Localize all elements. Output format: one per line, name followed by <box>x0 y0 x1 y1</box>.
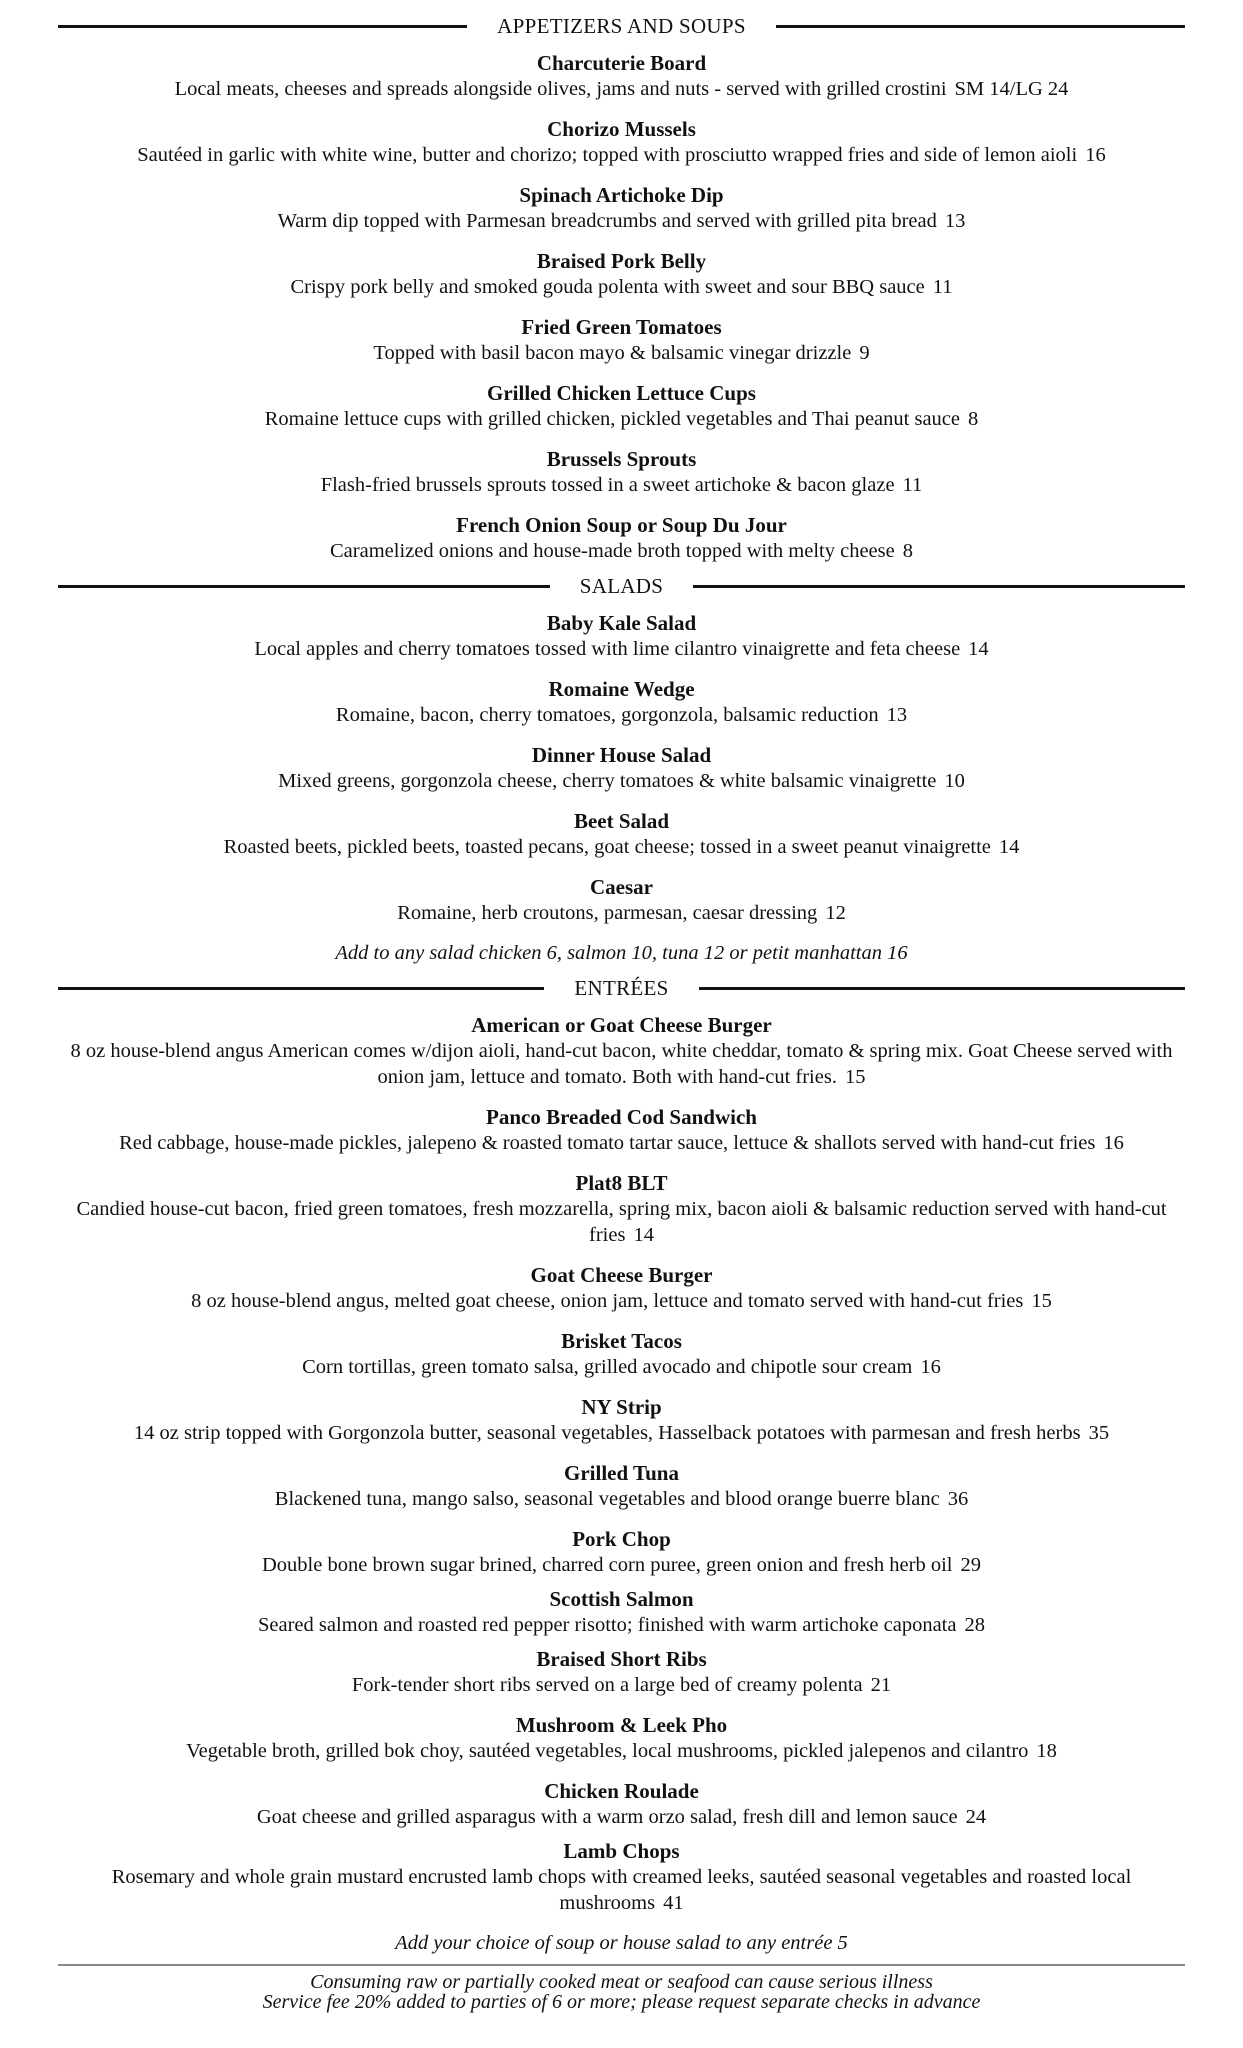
menu-footer <box>58 1964 1185 2012</box>
item-price: 11 <box>902 474 923 496</box>
item-name: Lamb Chops <box>563 1839 680 1863</box>
menu-item <box>58 116 1185 168</box>
menu-item <box>58 182 1185 234</box>
item-price: 10 <box>944 770 965 792</box>
menu-item <box>58 808 1185 860</box>
item-name: Scottish Salmon <box>549 1587 694 1611</box>
item-price: 15 <box>1031 1290 1052 1312</box>
item-description <box>58 900 1185 926</box>
menu-item <box>58 380 1185 432</box>
divider-rule <box>699 987 1185 990</box>
item-price: 12 <box>825 902 846 924</box>
menu-item <box>58 1838 1185 1916</box>
item-desc-text: Candied house-cut bacon, fried green tomatoes, fresh mozzarella, spring mix, bacon aioli & balsamic reduction served with hand-cut fries <box>76 1198 1167 1246</box>
item-desc-text: Roasted beets, pickled beets, toasted pecans, goat cheese; tossed in a sweet peanut vinaigrette <box>223 836 991 858</box>
item-desc-text: Seared salmon and roasted red pepper risotto; finished with warm artichoke caponata <box>258 1614 957 1636</box>
divider-rule <box>776 25 1185 28</box>
menu-item <box>58 1394 1185 1446</box>
menu-item <box>58 1460 1185 1512</box>
item-name: Braised Pork Belly <box>536 249 707 273</box>
item-description <box>58 406 1185 432</box>
item-price: SM 14/LG 24 <box>954 78 1069 100</box>
item-price: 11 <box>932 276 953 298</box>
item-description <box>58 538 1185 564</box>
item-price: 24 <box>965 1806 987 1828</box>
item-price: 9 <box>859 342 870 364</box>
item-desc-text: Local apples and cherry tomatoes tossed with lime cilantro vinaigrette and feta cheese <box>254 638 961 660</box>
item-desc-text: Mixed greens, gorgonzola cheese, cherry tomatoes & white balsamic vinaigrette <box>278 770 937 792</box>
item-description <box>58 274 1185 300</box>
item-price: 16 <box>920 1356 941 1378</box>
item-description <box>58 1130 1185 1156</box>
item-desc-text: Romaine, bacon, cherry tomatoes, gorgonzola, balsamic reduction <box>335 704 879 726</box>
item-name: Braised Short Ribs <box>536 1647 707 1671</box>
item-name: Dinner House Salad <box>531 743 712 767</box>
item-desc-text: Flash-fried brussels sprouts tossed in a sweet artichoke & bacon glaze <box>320 474 895 496</box>
section-header-salads <box>58 572 1185 600</box>
item-description <box>58 340 1185 366</box>
menu-item <box>58 676 1185 728</box>
entree-addon-note: Add your choice of soup or house salad to any entrée 5 <box>395 1932 848 1954</box>
menu-item <box>58 742 1185 794</box>
item-description <box>58 76 1185 102</box>
footer-warning: Consuming raw or partially cooked meat or seafood can cause serious illness <box>310 1971 933 1993</box>
item-name: Brussels Sprouts <box>546 447 697 471</box>
item-description <box>58 834 1185 860</box>
item-desc-text: Red cabbage, house-made pickles, jalepeno & roasted tomato tartar sauce, lettuce & shallots served with hand-cut fries <box>119 1132 1096 1154</box>
item-name: Grilled Tuna <box>564 1461 679 1485</box>
section-header-entrees <box>58 974 1185 1002</box>
item-price: 14 <box>968 638 989 660</box>
item-description <box>58 1196 1185 1248</box>
item-description <box>58 1864 1185 1916</box>
menu-item <box>58 1778 1185 1830</box>
menu-item <box>58 512 1185 564</box>
item-name: Goat Cheese Burger <box>530 1263 713 1287</box>
item-name: Fried Green Tomatoes <box>521 315 722 339</box>
item-description <box>58 1804 1185 1830</box>
menu-item <box>58 50 1185 102</box>
item-desc-text: 14 oz strip topped with Gorgonzola butter, seasonal vegetables, Hasselback potatoes with parmesan and fresh herbs <box>133 1422 1081 1444</box>
item-desc-text: Romaine, herb croutons, parmesan, caesar dressing <box>397 902 818 924</box>
item-desc-text: Rosemary and whole grain mustard encrusted lamb chops with creamed leeks, sautéed seasonal vegetables and roasted local mushrooms <box>111 1866 1132 1914</box>
section-title: ENTRÉES <box>574 975 669 1000</box>
item-price: 14 <box>998 836 1020 858</box>
item-name: Caesar <box>590 875 653 899</box>
item-description <box>58 208 1185 234</box>
item-desc-text: Romaine lettuce cups with grilled chicken, pickled vegetables and Thai peanut sauce <box>264 408 960 430</box>
item-name: Pork Chop <box>572 1527 671 1551</box>
item-description <box>58 768 1185 794</box>
section-header-appetizers <box>58 12 1185 40</box>
item-description <box>58 1354 1185 1380</box>
section-title: SALADS <box>579 573 664 598</box>
item-price: 35 <box>1088 1422 1110 1444</box>
item-description <box>58 142 1185 168</box>
item-price: 13 <box>944 210 966 232</box>
item-desc-text: Fork-tender short ribs served on a large bed of creamy polenta <box>351 1674 863 1696</box>
divider-rule <box>58 585 550 588</box>
item-desc-text: Sautéed in garlic with white wine, butter and chorizo; topped with prosciutto wrapped fries and side of lemon aioli <box>137 144 1078 166</box>
item-price: 29 <box>960 1554 981 1576</box>
item-description <box>58 1552 1185 1578</box>
menu-item <box>58 1012 1185 1090</box>
item-desc-text: Corn tortillas, green tomato salsa, grilled avocado and chipotle sour cream <box>302 1356 913 1378</box>
item-desc-text: Topped with basil bacon mayo & balsamic vinegar drizzle <box>373 342 852 364</box>
menu-item <box>58 1262 1185 1314</box>
item-name: Brisket Tacos <box>561 1329 682 1353</box>
item-name: Beet Salad <box>573 809 670 833</box>
menu-item <box>58 1586 1185 1638</box>
item-price: 14 <box>633 1224 654 1246</box>
item-name: NY Strip <box>581 1395 662 1419</box>
salad-addon-note: Add to any salad chicken 6, salmon 10, tuna 12 or petit manhattan 16 <box>335 942 908 964</box>
item-name: Romaine Wedge <box>548 677 695 701</box>
item-desc-text: Warm dip topped with Parmesan breadcrumbs and served with grilled pita bread <box>277 210 937 232</box>
item-description <box>58 1420 1185 1446</box>
item-price: 18 <box>1036 1740 1057 1762</box>
footer-service-fee: Service fee 20% added to parties of 6 or more; please request separate checks in advance <box>262 1991 981 2013</box>
item-description <box>58 472 1185 498</box>
item-desc-text: Blackened tuna, mango salso, seasonal vegetables and blood orange buerre blanc <box>274 1488 940 1510</box>
item-desc-text: 8 oz house-blend angus American comes w/dijon aioli, hand-cut bacon, white cheddar, tomato & spring mix. Goat Cheese served with onion jam, lettuce and tomato. Both with hand-cut fries. <box>70 1040 1173 1088</box>
item-name: Baby Kale Salad <box>546 611 697 635</box>
item-description <box>58 636 1185 662</box>
divider-rule <box>58 25 467 28</box>
item-desc-text: Local meats, cheeses and spreads alongside olives, jams and nuts - served with grilled crostini <box>174 78 947 100</box>
item-name: Spinach Artichoke Dip <box>519 183 724 207</box>
item-name: Chorizo Mussels <box>547 117 696 141</box>
item-name: American or Goat Cheese Burger <box>471 1013 772 1037</box>
item-description <box>58 1486 1185 1512</box>
item-description <box>58 702 1185 728</box>
item-price: 16 <box>1085 144 1106 166</box>
item-description <box>58 1038 1185 1090</box>
divider-rule <box>58 987 544 990</box>
item-desc-text: Caramelized onions and house-made broth topped with melty cheese <box>330 540 895 562</box>
menu-item <box>58 1328 1185 1380</box>
menu-page <box>58 12 1185 2012</box>
item-name: Plat8 BLT <box>575 1171 668 1195</box>
item-description <box>58 1288 1185 1314</box>
item-price: 28 <box>964 1614 985 1636</box>
item-name: Chicken Roulade <box>544 1779 699 1803</box>
item-description <box>58 1672 1185 1698</box>
item-name: Charcuterie Board <box>536 51 707 75</box>
item-price: 13 <box>886 704 908 726</box>
item-desc-text: 8 oz house-blend angus, melted goat cheese, onion jam, lettuce and tomato served with hand-cut fries <box>191 1290 1024 1312</box>
item-price: 41 <box>663 1892 684 1914</box>
menu-item <box>58 1712 1185 1764</box>
menu-item <box>58 874 1185 926</box>
menu-item <box>58 610 1185 662</box>
item-name: French Onion Soup or Soup Du Jour <box>456 513 787 537</box>
menu-item <box>58 1526 1185 1578</box>
item-price: 15 <box>844 1066 866 1088</box>
menu-item <box>58 446 1185 498</box>
item-price: 16 <box>1103 1132 1124 1154</box>
item-price: 8 <box>902 540 913 562</box>
item-desc-text: Double bone brown sugar brined, charred corn puree, green onion and fresh herb oil <box>262 1554 953 1576</box>
item-description <box>58 1738 1185 1764</box>
item-desc-text: Vegetable broth, grilled bok choy, sautéed vegetables, local mushrooms, pickled jalepenos and cilantro <box>186 1740 1029 1762</box>
item-desc-text: Goat cheese and grilled asparagus with a warm orzo salad, fresh dill and lemon sauce <box>256 1806 958 1828</box>
divider-rule <box>693 585 1185 588</box>
menu-item <box>58 248 1185 300</box>
item-price: 8 <box>968 408 979 430</box>
item-name: Mushroom & Leek Pho <box>515 1713 728 1737</box>
menu-item <box>58 1646 1185 1698</box>
menu-item <box>58 314 1185 366</box>
section-title: APPETIZERS AND SOUPS <box>497 13 746 38</box>
item-price: 36 <box>947 1488 969 1510</box>
item-description <box>58 1612 1185 1638</box>
menu-item <box>58 1104 1185 1156</box>
item-name: Grilled Chicken Lettuce Cups <box>487 381 756 405</box>
item-desc-text: Crispy pork belly and smoked gouda polenta with sweet and sour BBQ sauce <box>290 276 925 298</box>
menu-item <box>58 1170 1185 1248</box>
item-price: 21 <box>870 1674 892 1696</box>
item-name: Panco Breaded Cod Sandwich <box>486 1105 757 1129</box>
